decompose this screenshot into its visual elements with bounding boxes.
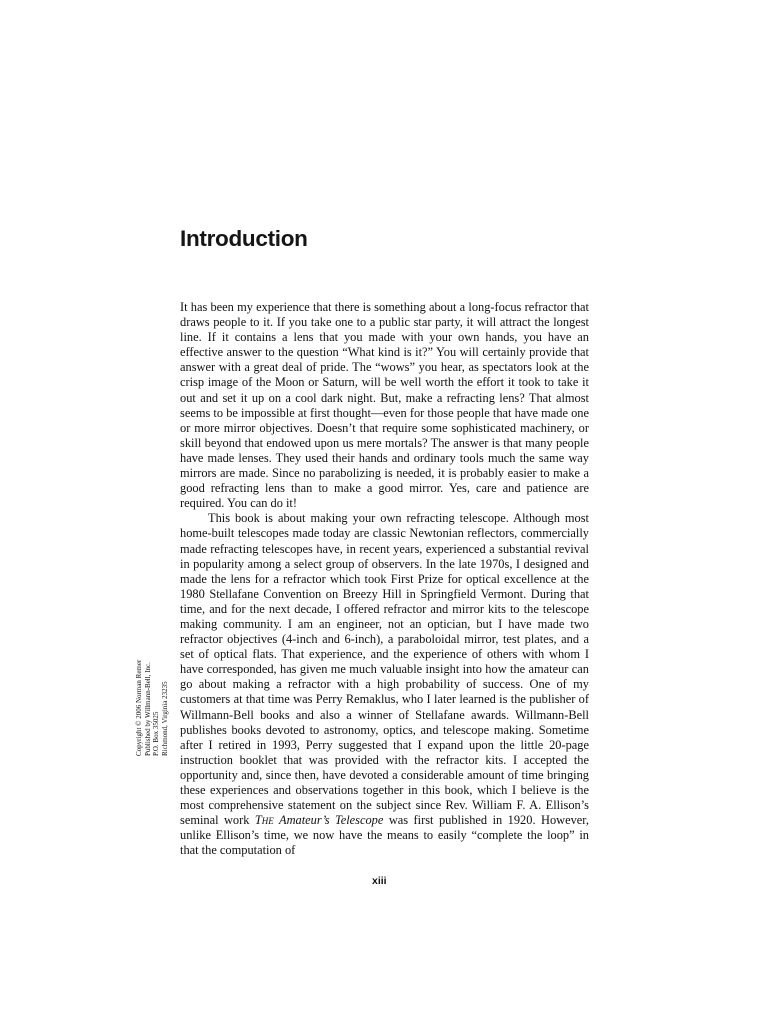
paragraph-2 <box>180 511 589 858</box>
copyright-notice <box>135 660 169 756</box>
publisher-line: Published by Willmann-Bell, Inc. <box>143 662 152 756</box>
paragraph-1: It has been my experience that there is something about a long-focus refractor that draws people to it. If you take one to a public star party, it will attract the longest line. If it contains a lens that you made with your own hands, you have an effective answer to the question “What kind is it?” You will certainly provide that answer with a great deal of pride. The “wows” you hear, as spectators look at the crisp image of the Moon or Saturn, will be well worth the effort it took to take it out and set it up on a cool dark night. But, make a refracting lens? That almost seems to be impossible at first thought—even for those people that have made one or more mirror objectives. Doesn’t that require some sophisticated machinery, or skill beyond that endowed upon us mere mortals? The answer is that many people have made lenses. They used their hands and ordinary tools much the same way mirrors are made. Since no parabolizing is needed, it is probably easier to make a good refracting lens than to make a good mirror. Yes, care and patience are required. You can do it! <box>180 300 589 511</box>
paragraph-2-continued: was first published in 1920. However, unlike Ellison’s time, we now have the means to easily “complete the loop” in that the computation of <box>180 813 590 858</box>
body-text <box>180 300 589 858</box>
chapter-title: Introduction <box>180 226 308 251</box>
book-title-rest: Amateur’s Telescope <box>279 813 384 828</box>
copyright-line: Copyright © 2006 Norman Remer <box>135 659 143 756</box>
po-box-line: P.O. Box 35025 <box>152 711 160 756</box>
paragraph-2-text: This book is about making your own refracting telescope. Although most home-built telescopes made today are classic Newtonian reflectors, commercially made refracting telescopes have, in recent years, experienced a substantial revival in popularity among a select group of observers. In the late 1970s, I designed and made the lens for a refractor which took First Prize for optical excellence at the 1980 Stellafane Convention on Breezy Hill in Springfield Vermont. During that time, and for the next decade, I offered refractor and mirror kits to the telescope making community. I am an engineer, not an optician, but I have made two refractor objectives (4-inch and 6-inch), a paraboloidal mirror, test plates, and a set of optical flats. That experience, and the experience of others with whom I have corresponded, has given me much valuable insight into how the amateur can go about making a refractor with a high probability of success. One of my customers at that time was Perry Remaklus, who I later learned is the publisher of Willmann-Bell books and also a winner of Stellafane awards. Willmann-Bell publishes books devoted to astronomy, optics, and telescope making. Sometime after I retired in 1993, Perry suggested that I expand upon the little 20-page instruction booklet that was provided with the refractor kits. I accepted the opportunity and, since then, have devoted a considerable amount of time bringing these experiences and observations together in this book, which I believe is the most comprehensive statement on the subject since Rev. William F. A. Ellison’s seminal work <box>180 511 589 828</box>
book-title-first-word: The <box>254 813 274 828</box>
page-number: xiii <box>372 875 387 887</box>
city-line: Richmond, Virginia 23235 <box>160 681 169 756</box>
book-title <box>274 813 384 827</box>
